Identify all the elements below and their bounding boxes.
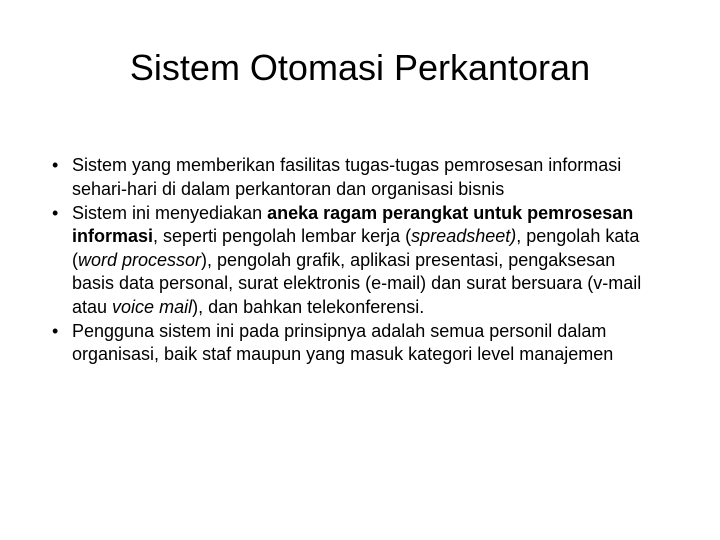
bullet-list [52, 154, 652, 367]
bullet-text-italic: word processor [78, 249, 202, 270]
bullet-text: , pengolah kata ( [72, 226, 640, 270]
bullet-text: Sistem ini menyediakan [72, 202, 268, 223]
bullet-marker: • [52, 155, 59, 175]
bullet-marker: • [52, 202, 59, 223]
bullet-item [52, 202, 652, 320]
bullet-text: Pengguna sistem ini pada prinsipnya adalah semua personil dalam organisasi, baik staf maupun yang masuk kategori level manajemen [72, 320, 614, 364]
bullet-marker: • [52, 320, 59, 341]
slide-title: Sistem Otomasi Perkantoran [129, 47, 591, 88]
bullet-item [52, 320, 652, 367]
bullet-text-italic: voice mail [112, 296, 193, 317]
bullet-text: Sistem yang memberikan fasilitas tugas-tugas pemrosesan informasi sehari-hari di dalam perkantoran dan organisasi bisnis [72, 155, 622, 199]
bullet-text: , seperti pengolah lembar kerja ( [153, 226, 412, 246]
bullet-item [52, 154, 652, 201]
bullet-text: ), dan bahkan telekonferensi. [192, 296, 425, 317]
bullet-text-italic: spreadsheet) [411, 226, 517, 246]
bullet-text: ), pengolah grafik, aplikasi presentasi, pengaksesan basis data personal, surat elektronis (e-mail) dan surat bersuara (v-mail atau [72, 249, 642, 317]
bullet-text-bold: aneka ragam perangkat untuk pemrosesan informasi [72, 202, 634, 246]
